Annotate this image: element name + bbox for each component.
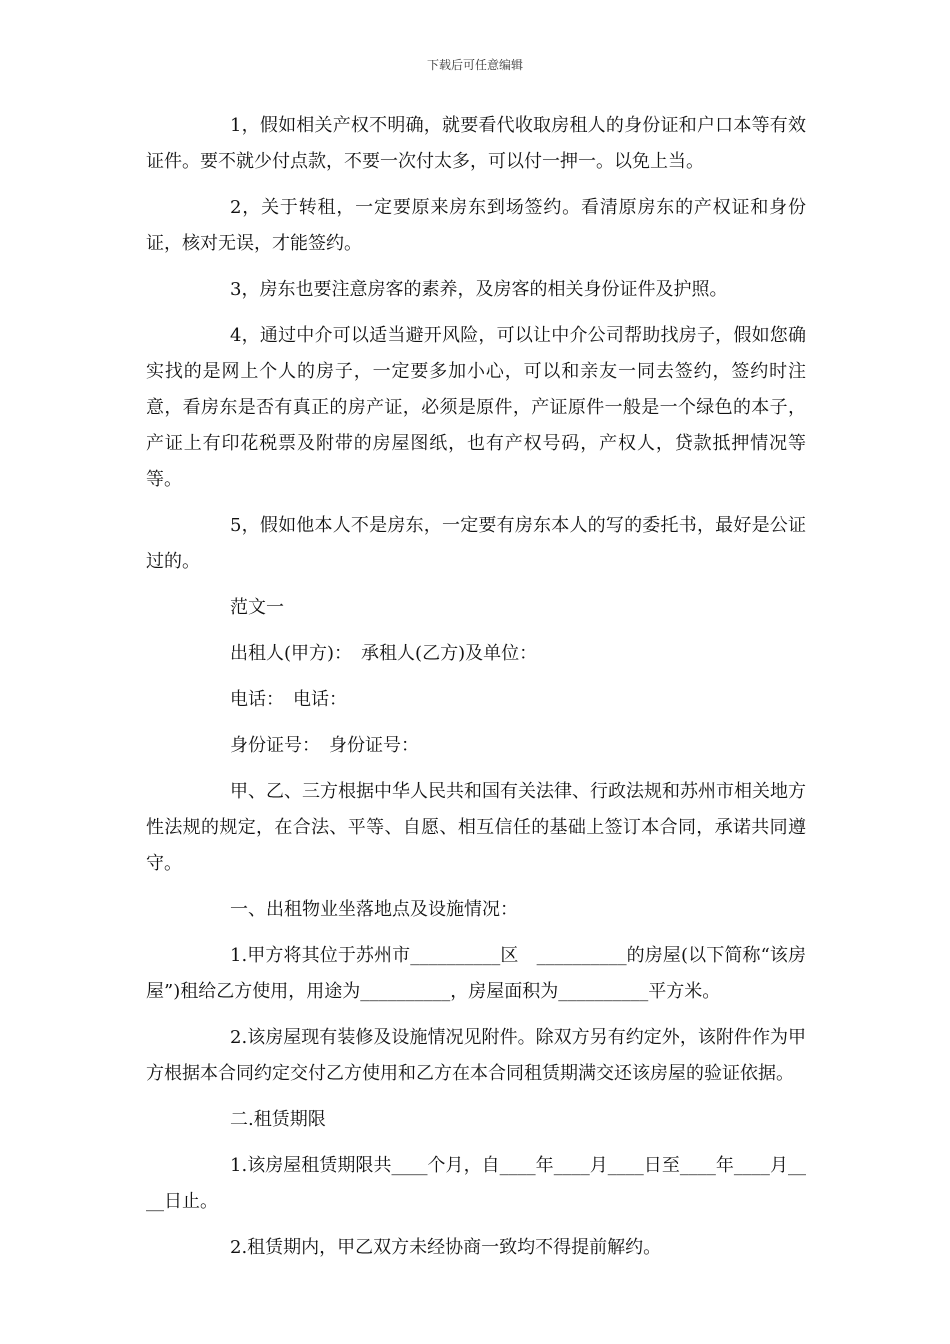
sample-heading: 范文一 bbox=[230, 597, 284, 618]
paragraph-tip-2: 2，关于转租，一定要原来房东到场签约。看清原房东的产权证和身份证，核对无误，才能签约。 bbox=[146, 197, 806, 254]
clause-1-2: 2.该房屋现有装修及设施情况见附件。除双方另有约定外，该附件作为甲方根据本合同约定交付乙方使用和乙方在本合同租赁期满交还该房屋的验证依据。 bbox=[146, 1027, 806, 1084]
clause-2-2: 2.租赁期内，甲乙双方未经协商一致均不得提前解约。 bbox=[230, 1237, 662, 1258]
phone-line: 电话： 电话： bbox=[230, 689, 347, 710]
clause-2-1: 1.该房屋租赁期限共____个月，自____年____月____日至____年____月____日止。 bbox=[146, 1155, 806, 1212]
preamble: 甲、乙、三方根据中华人民共和国有关法律、行政法规和苏州市相关地方性法规的规定，在合法、平等、自愿、相互信任的基础上签订本合同，承诺共同遵守。 bbox=[146, 781, 806, 874]
paragraph-tip-5: 5，假如他本人不是房东，一定要有房东本人的写的委托书，最好是公证过的。 bbox=[146, 515, 806, 572]
page-header: 下载后可任意编辑 bbox=[426, 58, 523, 72]
clause-1-1: 1.甲方将其位于苏州市__________区 __________的房屋(以下简称“该房屋”)租给乙方使用，用途为__________，房屋面积为__________平方米。 bbox=[146, 945, 806, 1002]
paragraph-tip-3: 3，房东也要注意房客的素养，及房客的相关身份证件及护照。 bbox=[230, 279, 728, 300]
section-2-heading: 二.租赁期限 bbox=[230, 1109, 326, 1130]
parties-line: 出租人(甲方)： 承租人(乙方)及单位： bbox=[230, 643, 538, 664]
paragraph-tip-4: 4，通过中介可以适当避开风险，可以让中介公司帮助找房子，假如您确实找的是网上个人的房子，一定要多加小心，可以和亲友一同去签约，签约时注意，看房东是否有真正的房产证，必须是原件，产证原件一般是一个绿色的本子，产证上有印花税票及附带的房屋图纸，也有产权号码，产权人，贷款抵押情况等等。 bbox=[146, 325, 806, 490]
document-body bbox=[146, 108, 806, 1276]
paragraph-tip-1: 1，假如相关产权不明确，就要看代收取房租人的身份证和户口本等有效证件。要不就少付点款，不要一次付太多，可以付一押一。以免上当。 bbox=[146, 115, 806, 172]
section-1-heading: 一、出租物业坐落地点及设施情况： bbox=[230, 899, 518, 920]
id-number-line: 身份证号： 身份证号： bbox=[230, 735, 419, 756]
